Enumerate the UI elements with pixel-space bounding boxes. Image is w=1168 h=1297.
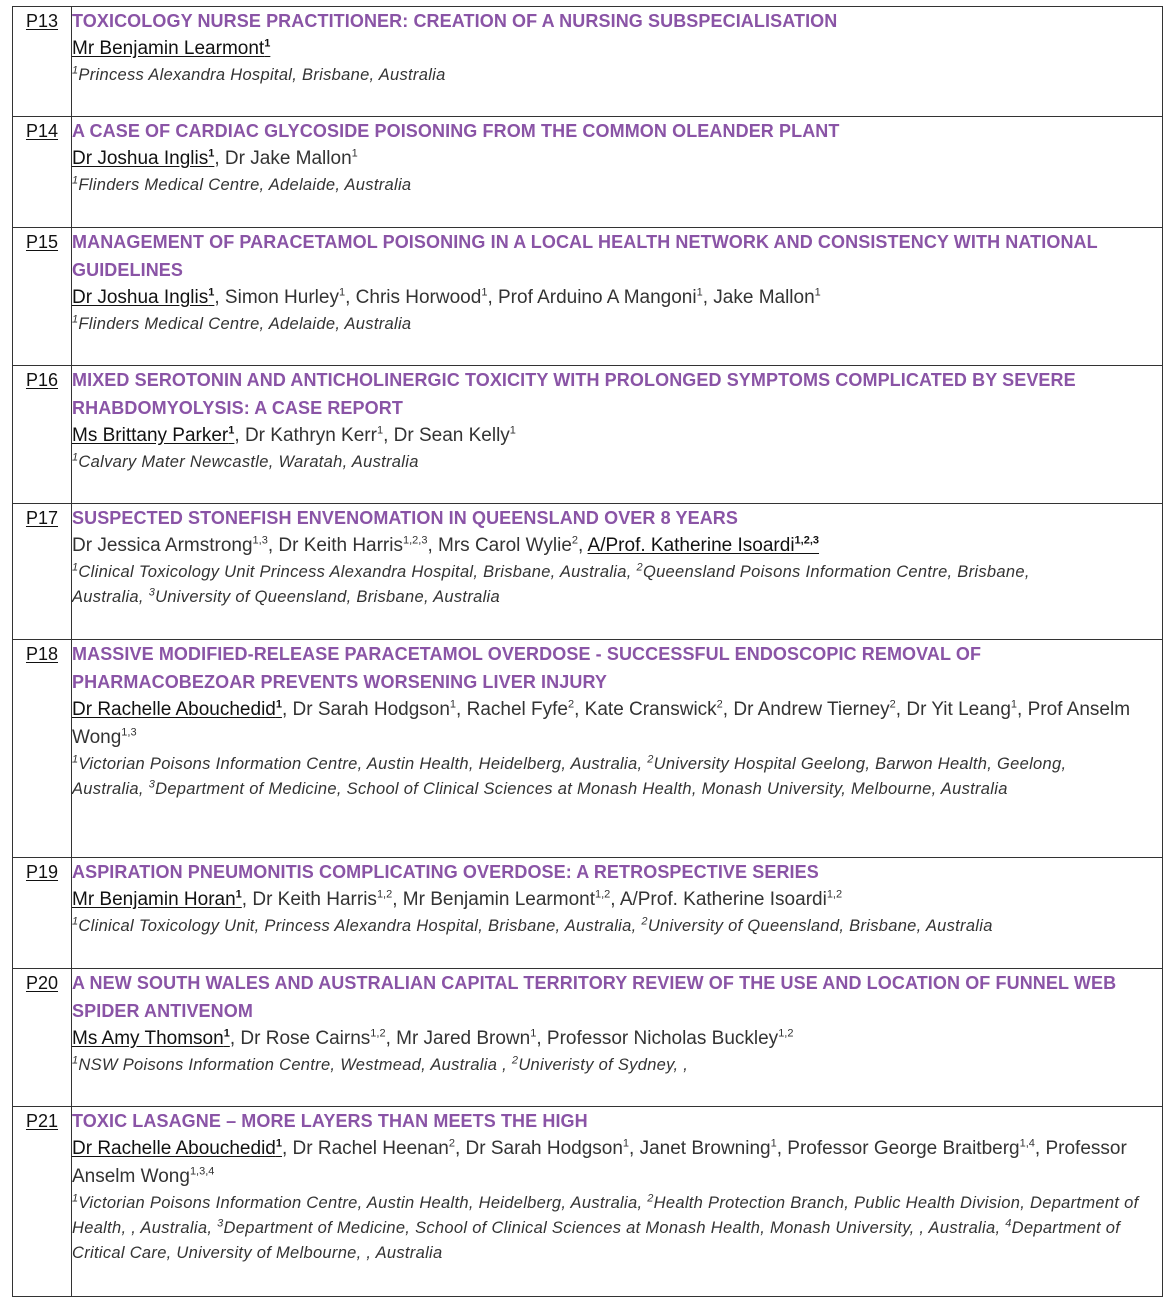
abstract-row-p15 [13,228,1163,366]
affiliation-text: Department of Medicine, School of Clinical Sciences at Monash Health, Monash University, Melbourne, Australia [155,780,1008,798]
author-affiliation-number: 1 [338,286,346,299]
author [225,287,345,308]
author-name: A/Prof. Katherine Isoardi [619,889,827,910]
author-name: Rachel Fyfe [466,699,568,720]
abstract-row-p17 [13,504,1163,640]
author-affiliation-number: 1,2 [376,888,393,901]
affiliation-text: Clinical Toxicology Unit, Princess Alexandra Hospital, Brisbane, Australia [78,917,632,935]
author-affiliation-number: 1 [275,698,282,711]
author-affiliation-number: 2 [571,534,579,547]
affiliation-text: University of Queensland, Brisbane, Australia [155,588,500,606]
author-affiliation-number: 1 [275,1137,282,1150]
presenting-author [72,699,282,720]
abstract-title: A CASE OF CARDIAC GLYCOSIDE POISONING FROM THE COMMON OLEANDER PLANT [72,121,840,141]
affiliation-number: 2 [641,915,648,928]
author [293,699,457,720]
affiliation-number: 1 [72,561,79,574]
affiliation-text: Princess Alexandra Hospital, Brisbane, Australia [78,66,446,84]
author-separator: , [722,699,734,720]
abstract-code-cell [13,969,72,1107]
abstract-code-cell [13,7,72,117]
author-affiliation-number: 2 [716,698,723,711]
author [585,699,723,720]
author-separator: , [281,1138,293,1159]
affiliation-number: 1 [72,451,79,464]
author [733,699,895,720]
author-name: Kate Cranswick [584,699,717,720]
author-separator: , [776,1138,788,1159]
affiliation-separator: , [502,1056,512,1074]
author-name: Dr Jake Mallon [224,148,352,169]
author-affiliation-number: 1 [208,147,215,160]
author-affiliation-number: 2 [889,698,896,711]
affiliation-text: Queensland Poisons Information Centre, Brisbane, Australia [72,563,1030,606]
author-affiliation-number: 2 [448,1137,455,1150]
abstract-body-cell [72,1107,1163,1297]
author-affiliation-number: 1 [228,424,235,437]
author-name: Chris Horwood [355,287,482,308]
author-separator: , [454,1138,466,1159]
affiliation-text: Victorian Poisons Information Centre, Austin Health, Heidelberg, Australia [78,1194,638,1212]
author-affiliation-number: 1 [696,286,703,299]
author-name: Dr Andrew Tierney [733,699,890,720]
author-name: Dr Rachelle Abouchedid [72,1138,276,1159]
author [547,1028,794,1049]
affiliation-list [72,173,1162,198]
abstract-code: P14 [25,121,59,141]
abstract-title: TOXICOLOGY NURSE PRACTITIONER: CREATION OF A NURSING SUBSPECIALISATION [72,11,838,31]
author-name: Dr Sarah Hodgson [465,1138,623,1159]
abstract-body-cell [72,504,1163,640]
abstract-code: P21 [25,1111,59,1131]
affiliation-number: 1 [72,313,79,326]
abstract-row-p16 [13,366,1163,504]
presenting-author [72,1138,282,1159]
abstracts-table [12,6,1163,1297]
author-affiliation-number: 1 [530,1027,537,1040]
author-separator: , [234,425,245,446]
author-name: Dr Rachel Heenan [292,1138,449,1159]
abstracts-table-body [13,7,1163,1297]
affiliation-separator: , [138,780,149,798]
author-list [72,1025,1162,1053]
abstract-body-cell [72,969,1163,1107]
affiliation-text: Clinical Toxicology Unit Princess Alexandra Hospital, Brisbane, Australia [78,563,627,581]
presenting-author [588,535,819,556]
abstract-title: ASPIRATION PNEUMONITIS COMPLICATING OVERDOSE: A RETROSPECTIVE SERIES [72,862,819,882]
abstract-code-cell [13,228,72,366]
abstract-body-cell [72,366,1163,504]
author-separator: , [456,699,467,720]
abstract-row-p14 [13,117,1163,228]
author-name: Dr Sean Kelly [393,425,510,446]
author-affiliation-number: 1,3,4 [189,1165,215,1178]
author [396,1028,536,1049]
author-separator: , [578,535,588,556]
author-list [72,284,1162,312]
abstract-code: P19 [25,862,59,882]
affiliation-number: 2 [647,753,654,766]
author-affiliation-number: 1,4 [1019,1137,1035,1150]
author [240,1028,385,1049]
author-name: Dr Rose Cairns [240,1028,371,1049]
affiliation-text: Flinders Medical Centre, Adelaide, Australia [78,315,412,333]
affiliation-text: NSW Poisons Information Centre, Westmead, Australia [78,1056,503,1074]
author-name: Dr Joshua Inglis [72,148,209,169]
affiliation-text: University of Queensland, Brisbane, Australia [647,917,993,935]
author-separator: , [281,699,293,720]
author-affiliation-number: 1,2 [778,1027,794,1040]
abstract-title: MIXED SEROTONIN AND ANTICHOLINERGIC TOXICITY WITH PROLONGED SYMPTOMS COMPLICATED BY SEVERE RHABDOMYOLYSIS: A CASE REPORT [72,370,1076,418]
affiliation-list [72,63,1162,88]
affiliation-number: 2 [511,1054,519,1067]
presenting-author [72,148,214,169]
author-name: Professor George Braitberg [787,1138,1020,1159]
author-name: Mr Benjamin Learmont [72,38,265,59]
abstract-code-cell [13,858,72,969]
author-affiliation-number: 2 [567,698,575,711]
affiliation-separator: , [207,1219,218,1237]
author [713,287,821,308]
author-name: Professor Anselm Wong [72,1138,1127,1187]
author-separator: , [392,889,403,910]
affiliation-text: Department of Critical Care, University of Melbourne, , Australia [72,1219,1121,1262]
affiliation-separator: , [626,563,637,581]
affiliation-text: Flinders Medical Centre, Adelaide, Australia [78,176,412,194]
author-name: Ms Brittany Parker [72,425,229,446]
abstract-code: P18 [25,644,59,664]
author-name: Professor Nicholas Buckley [546,1028,779,1049]
author [72,535,268,556]
author-list [72,35,1162,63]
author-name: A/Prof. Katherine Isoardi [587,535,795,556]
author-name: Dr Yit Leang [906,699,1011,720]
author-affiliation-number: 1 [223,1027,230,1040]
affiliation-number: 1 [72,1192,79,1205]
abstract-code: P15 [25,232,59,252]
affiliation-list [72,752,1162,802]
author-separator: , [229,1028,241,1049]
abstract-row-p18 [13,640,1163,858]
author-name: Ms Amy Thomson [72,1028,224,1049]
affiliation-separator: , [138,588,149,606]
abstract-code-cell [13,1107,72,1297]
author-affiliation-number: 1 [1010,698,1018,711]
author-name: Dr Rachelle Abouchedid [72,699,276,720]
author-affiliation-number: 1 [376,424,384,437]
author-separator: , [385,1028,397,1049]
affiliation-separator: , [637,1194,648,1212]
author-separator: , [267,535,279,556]
abstract-body-cell [72,640,1163,858]
author-affiliation-number: 1 [509,424,516,437]
author-separator: , [536,1028,547,1049]
abstract-body-cell [72,7,1163,117]
author-separator: , [1017,699,1028,720]
author-name: Jake Mallon [713,287,815,308]
abstract-code-cell [13,504,72,640]
author [293,1138,455,1159]
author-affiliation-number: 1 [235,888,242,901]
presenting-author [72,38,270,59]
author-affiliation-number: 1 [770,1137,777,1150]
author-affiliation-number: 1,2,3 [402,534,428,547]
author-separator: , [345,287,356,308]
author-separator: , [629,1138,640,1159]
affiliation-separator: , [637,755,648,773]
author [620,889,842,910]
presenting-author [72,1028,230,1049]
affiliation-separator: , [631,917,642,935]
author [278,535,427,556]
affiliation-number: 2 [636,561,643,574]
affiliation-text: Univeristy of Sydney, , [518,1056,689,1074]
author-name: Dr Keith Harris [278,535,403,556]
author-name: Dr Keith Harris [252,889,377,910]
author-separator: , [1034,1138,1046,1159]
author [906,699,1017,720]
author [640,1138,777,1159]
affiliation-text: University Hospital Geelong, Barwon Health, Geelong, Australia [72,755,1067,798]
author-separator: , [214,148,225,169]
abstract-row-p13 [13,7,1163,117]
abstract-code: P13 [25,11,59,31]
abstract-code: P16 [25,370,59,390]
abstract-row-p19 [13,858,1163,969]
affiliation-list [72,560,1162,610]
abstract-title: TOXIC LASAGNE – MORE LAYERS THAN MEETS THE HIGH [72,1111,588,1131]
author-name: Mrs Carol Wylie [438,535,572,556]
presenting-author [72,889,242,910]
author-separator: , [241,889,253,910]
affiliation-number: 1 [72,174,79,187]
author-name: Dr Jessica Armstrong [72,535,253,556]
author [467,699,575,720]
author-separator: , [383,425,394,446]
author-affiliation-number: 1 [814,286,821,299]
affiliation-list [72,312,1162,337]
affiliation-text: Department of Medicine, School of Clinical Sciences at Monash Health, Monash University, , Australia [223,1219,996,1237]
author-affiliation-number: 1,2 [826,888,843,901]
author-name: Prof Anselm Wong [72,699,1131,748]
author-separator: , [895,699,907,720]
author-affiliation-number: 1,2,3 [794,534,820,547]
author-separator: , [214,287,225,308]
abstract-code-cell [13,117,72,228]
affiliation-list [72,1053,1162,1078]
abstract-code: P17 [25,508,59,528]
author-name: Dr Sarah Hodgson [292,699,450,720]
abstract-row-p20 [13,969,1163,1107]
author [245,425,383,446]
author-name: Prof Arduino A Mangoni [498,287,697,308]
author-affiliation-number: 1 [622,1137,630,1150]
author [252,889,392,910]
author-list [72,1135,1162,1191]
abstract-body-cell [72,228,1163,366]
author [394,425,516,446]
affiliation-number: 1 [72,1054,79,1067]
abstract-row-p21 [13,1107,1163,1297]
abstract-body-cell [72,117,1163,228]
author-name: Dr Joshua Inglis [72,287,209,308]
presenting-author [72,287,214,308]
abstract-title: SUSPECTED STONEFISH ENVENOMATION IN QUEENSLAND OVER 8 YEARS [72,508,739,528]
author-separator: , [574,699,585,720]
author [356,287,488,308]
author-name: Dr Kathryn Kerr [244,425,377,446]
abstract-code-cell [13,640,72,858]
author-name: Janet Browning [639,1138,771,1159]
presenting-author [72,425,234,446]
affiliation-text: Calvary Mater Newcastle, Waratah, Australia [78,453,419,471]
author [466,1138,630,1159]
author-affiliation-number: 1 [449,698,457,711]
author-affiliation-number: 1,3 [252,534,268,547]
author-separator: , [702,287,714,308]
author-affiliation-number: 1,2 [595,888,611,901]
author-name: Simon Hurley [224,287,339,308]
abstract-title: A NEW SOUTH WALES AND AUSTRALIAN CAPITAL TERRITORY REVIEW OF THE USE AND LOCATION OF FUNNEL WEB SPIDER ANTIVENOM [72,973,1117,1021]
author-name: Mr Benjamin Horan [72,889,236,910]
affiliation-number: 3 [217,1217,224,1230]
author-affiliation-number: 1,2 [370,1027,386,1040]
affiliation-number: 1 [72,753,79,766]
author-list [72,886,1162,914]
affiliation-separator: , [995,1219,1006,1237]
author [403,889,611,910]
affiliation-number: 1 [72,64,79,77]
affiliation-number: 1 [72,915,79,928]
affiliation-text: Victorian Poisons Information Centre, Austin Health, Heidelberg, Australia [78,755,638,773]
affiliation-list [72,914,1162,939]
author-list [72,696,1162,752]
affiliation-number: 3 [148,778,156,791]
author [498,287,703,308]
author-affiliation-number: 1 [208,286,215,299]
affiliation-text: Health Protection Branch, Public Health Division, Department of Health, , Australia [72,1194,1139,1237]
author-separator: , [610,889,620,910]
author-separator: , [487,287,498,308]
affiliation-number: 2 [647,1192,654,1205]
affiliation-number: 3 [148,586,156,599]
author-list [72,145,1162,173]
author-affiliation-number: 1,3 [121,726,137,739]
author-affiliation-number: 1 [351,147,358,160]
abstract-body-cell [72,858,1163,969]
author [787,1138,1035,1159]
affiliation-list [72,1191,1162,1266]
affiliation-number: 4 [1005,1217,1012,1230]
author [438,535,578,556]
abstract-title: MANAGEMENT OF PARACETAMOL POISONING IN A LOCAL HEALTH NETWORK AND CONSISTENCY WITH NATIONAL GUIDELINES [72,232,1098,280]
abstract-code-cell [13,366,72,504]
affiliation-list [72,450,1162,475]
author-affiliation-number: 1 [481,286,488,299]
abstract-title: MASSIVE MODIFIED-RELEASE PARACETAMOL OVERDOSE - SUCCESSFUL ENDOSCOPIC REMOVAL OF PHARMACOBEZOAR PREVENTS WORSENING LIVER INJURY [72,644,982,692]
author-list [72,532,1162,560]
author-name: Mr Benjamin Learmont [402,889,595,910]
abstract-code: P20 [25,973,59,993]
author-list [72,422,1162,450]
author-name: Mr Jared Brown [396,1028,531,1049]
author [225,148,358,169]
author-affiliation-number: 1 [264,37,271,50]
author-separator: , [427,535,439,556]
